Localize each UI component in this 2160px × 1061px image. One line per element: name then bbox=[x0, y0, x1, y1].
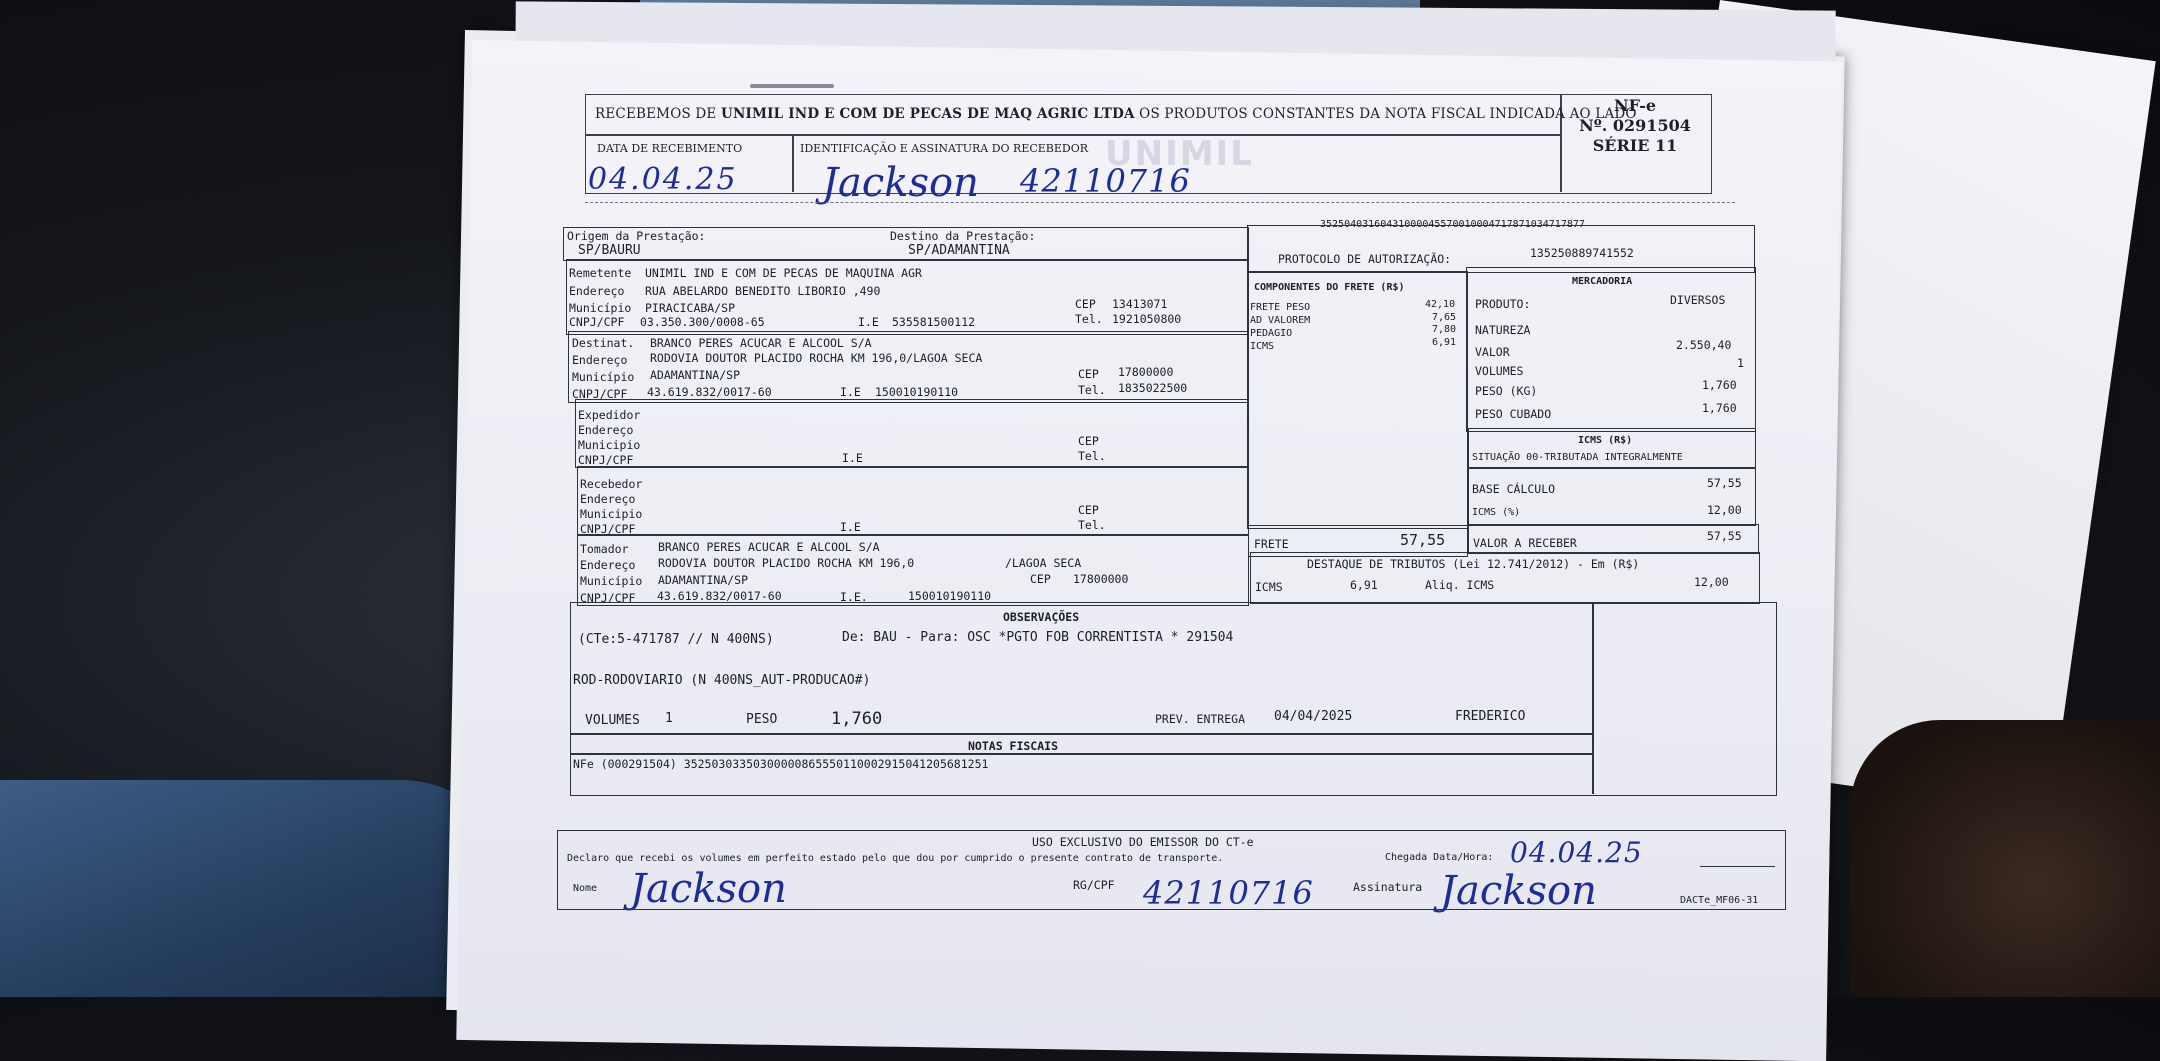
background-jeans bbox=[0, 780, 520, 997]
handwritten-signature-bottom: Jackson bbox=[1440, 868, 1597, 914]
perforation-line bbox=[585, 202, 1735, 203]
stub-received-text: RECEBEMOS DE UNIMIL IND E COM DE PECAS DE MAQ AGRIC LTDA OS PRODUTOS CONSTANTES DA NOTA FISCAL INDICADA AO LADO bbox=[595, 106, 1637, 122]
expedidor-section bbox=[575, 399, 1249, 468]
handwritten-arrival-date: 04.04.25 bbox=[1510, 836, 1643, 869]
obs-peso: 1,760 bbox=[831, 709, 883, 729]
nfe-number: Nº. 0291504 bbox=[1579, 116, 1691, 135]
handwritten-signature: Jackson bbox=[822, 160, 979, 206]
stub-date-label: DATA DE RECEBIMENTO bbox=[597, 142, 743, 155]
destination-value: SP/ADAMANTINA bbox=[908, 243, 1010, 258]
background-leather bbox=[1850, 720, 2160, 997]
nfe-reference: NFe (000291504) 35250303350300000865550110002915041205681251 bbox=[573, 757, 989, 771]
nfe-number-box: NF-e Nº. 0291504 SÉRIE 11 bbox=[1560, 96, 1710, 156]
handwritten-rg: 42110716 bbox=[1143, 874, 1314, 912]
access-key: 35250403160431000045570010004717871034717877 bbox=[1320, 219, 1585, 230]
nfe-series: SÉRIE 11 bbox=[1592, 136, 1678, 155]
valor-receber: 57,55 bbox=[1707, 529, 1742, 543]
protocol-label: PROTOCOLO DE AUTORIZAÇÃO: bbox=[1278, 252, 1452, 266]
driver-name: FREDERICO bbox=[1455, 709, 1526, 724]
handwritten-name: Jackson bbox=[630, 866, 787, 912]
handwritten-document: 42110716 bbox=[1020, 162, 1191, 200]
prev-entrega: 04/04/2025 bbox=[1274, 709, 1353, 724]
staple bbox=[750, 84, 834, 88]
handwritten-date: 04.04.25 bbox=[588, 162, 738, 197]
stub-company: UNIMIL IND E COM DE PECAS DE MAQ AGRIC LTDA bbox=[721, 106, 1135, 122]
protocol-value: 135250889741552 bbox=[1530, 246, 1634, 260]
unimil-watermark: UNIMIL bbox=[1105, 134, 1254, 174]
frete-value: 57,55 bbox=[1400, 531, 1446, 549]
form-code: DACTe_MF06-31 bbox=[1680, 895, 1759, 906]
recebedor-section bbox=[577, 466, 1249, 536]
origin-value: SP/BAURU bbox=[578, 243, 641, 258]
stub-id-label: IDENTIFICAÇÃO E ASSINATURA DO RECEBEDOR bbox=[800, 142, 1089, 155]
